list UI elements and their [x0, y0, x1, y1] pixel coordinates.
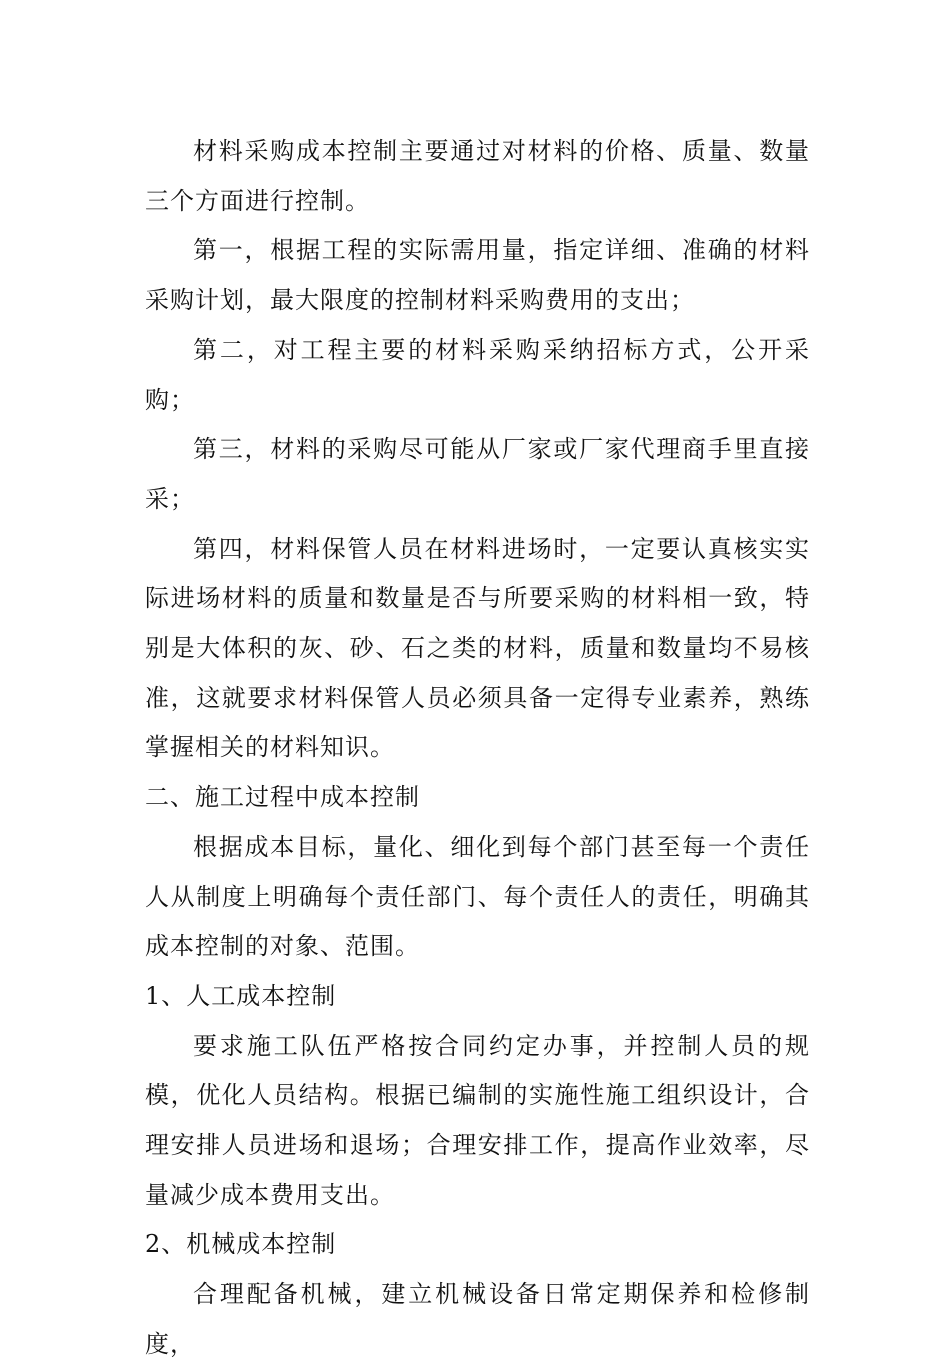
body-paragraph: 材料采购成本控制主要通过对材料的价格、质量、数量三个方面进行控制。 [145, 137, 810, 215]
section-heading: 二、施工过程中成本控制 [145, 783, 420, 812]
body-paragraph: 第四，材料保管人员在材料进场时，一定要认真核实实际进场材料的质量和数量是否与所要采购的材料相一致，特别是大体积的灰、砂、石之类的材料，质量和数量均不易核准，这就要求材料保管人员必须具备一定得专业素养，熟练掌握相关的材料知识。 [145, 534, 810, 762]
body-paragraph: 第三，材料的采购尽可能从厂家或厂家代理商手里直接采； [145, 435, 810, 513]
document-page [145, 127, 810, 1370]
subsection-heading: 2、机械成本控制 [145, 1230, 337, 1259]
body-paragraph: 第二，对工程主要的材料采购采纳招标方式，公开采购； [145, 335, 810, 414]
body-paragraph: 合理配备机械，建立机械设备日常定期保养和检修制度， [145, 1280, 810, 1358]
subsection-heading: 1、人工成本控制 [145, 981, 337, 1010]
body-paragraph: 根据成本目标，量化、细化到每个部门甚至每一个责任人从制度上明确每个责任部门、每个责任人的责任，明确其成本控制的对象、范围。 [145, 832, 810, 961]
body-paragraph: 要求施工队伍严格按合同约定办事，并控制人员的规模，优化人员结构。根据已编制的实施性施工组织设计，合理安排人员进场和退场；合理安排工作，提高作业效率，尽量减少成本费用支出。 [145, 1031, 810, 1209]
body-paragraph: 第一，根据工程的实际需用量，指定详细、准确的材料采购计划，最大限度的控制材料采购费用的支出； [145, 236, 810, 315]
